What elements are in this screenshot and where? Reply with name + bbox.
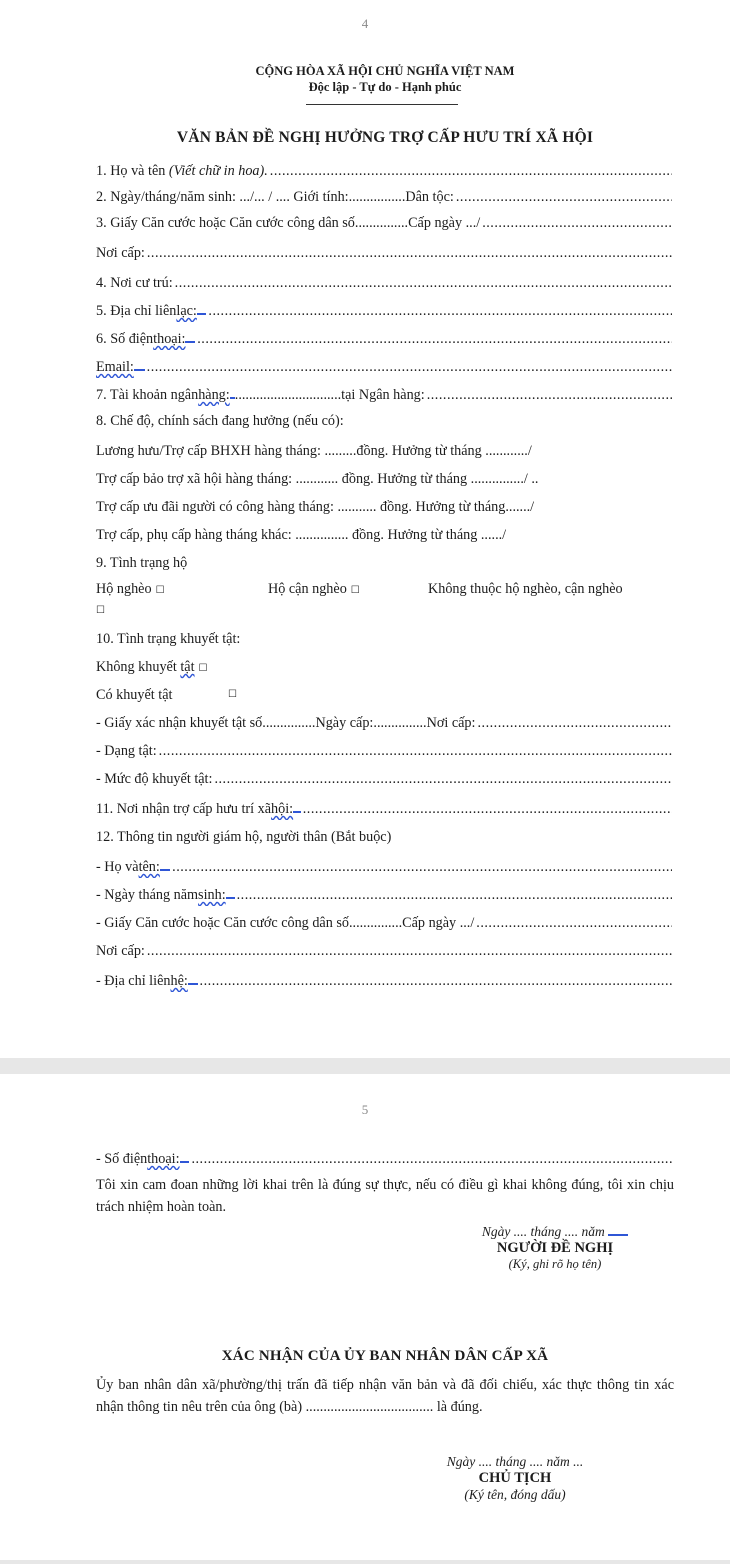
fill-line — [195, 328, 672, 350]
spell-flag-word: tật — [180, 659, 195, 675]
fill-line — [474, 912, 672, 934]
declaration-text: Tôi xin cam đoan những lời khai trên là đúng sự thực, nếu có điều gì khai không đúng, tôi xin chịu trách nhiệm hoàn toàn. — [96, 1177, 674, 1215]
option-no-disability[interactable] — [96, 656, 208, 680]
spell-flag-underline — [160, 869, 170, 871]
section-label: 10. Tình trạng khuyết tật: — [96, 631, 241, 647]
document-page-5 — [0, 1074, 730, 1560]
applicant-signature-block — [440, 1224, 670, 1272]
confirmation-title: XÁC NHẬN CỦA ỦY BAN NHÂN DÂN CẤP XÃ — [221, 1348, 549, 1364]
sign-date: Ngày .... tháng .... năm ... — [446, 1454, 584, 1469]
field-label: 1. Họ và tên — [96, 163, 166, 179]
option-label: Hộ cận nghèo — [268, 581, 347, 597]
section-label: 8. Chế độ, chính sách đang hưởng (nếu có): — [96, 413, 344, 429]
fill-line — [145, 242, 672, 264]
fill-line — [425, 384, 672, 406]
fill-line — [198, 970, 672, 992]
field-label: - Giấy xác nhận khuyết tật số — [96, 715, 263, 731]
spell-flag-underline — [180, 1161, 190, 1163]
field-full-name[interactable] — [96, 160, 672, 182]
field-label: - Dạng tật: — [96, 743, 157, 759]
spell-flag-word: thoại: — [153, 331, 186, 347]
field-label: 11. Nơi nhận trợ cấp hưu trí xã — [96, 801, 272, 817]
fill-line — [235, 884, 672, 906]
option-label: Không thuộc hộ nghèo, cận nghèo — [428, 581, 623, 597]
field-label: - Ngày tháng năm — [96, 887, 199, 903]
field-pension-receive-place[interactable] — [96, 798, 672, 820]
fill-line — [454, 186, 672, 208]
field-label: 5. Địa chỉ liên — [96, 303, 177, 319]
fill-line — [212, 768, 672, 790]
section-label: 9. Tình trạng hộ — [96, 555, 188, 571]
confirmation-text: Ủy ban nhân dân xã/phường/thị trấn đã tiếp nhận văn bản và đã đối chiếu, xác thực thông tin xác nhận thông tin nêu trên của ông (bà) .................................... là đúng. — [96, 1377, 674, 1415]
section-guardian-info — [96, 826, 672, 848]
field-label: - Họ và — [96, 859, 139, 875]
field-residence[interactable] — [96, 272, 672, 294]
option-poor-household[interactable] — [96, 578, 165, 602]
spell-flag-underline — [197, 313, 207, 315]
field-disability-type[interactable] — [96, 740, 672, 762]
field-label: - Mức độ khuyết tật: — [96, 771, 213, 787]
spell-flag-word: hội: — [271, 801, 294, 817]
fill-issue-date: ............... — [373, 715, 427, 731]
section-current-benefits — [96, 410, 672, 432]
checkbox-icon[interactable]: ☐ — [96, 605, 105, 616]
header-divider — [306, 104, 458, 105]
fill-line — [475, 712, 672, 734]
field-id-issue-place[interactable] — [96, 242, 672, 264]
checkbox-icon[interactable]: ☐ — [350, 585, 360, 596]
spell-flag-word: thoại: — [147, 1151, 180, 1167]
fill-line — [480, 212, 672, 234]
section-household-status — [96, 552, 672, 574]
field-label-bank: tại Ngân hàng: — [341, 387, 425, 403]
option-has-disability[interactable] — [96, 684, 172, 706]
field-guardian-id-issue-place[interactable] — [96, 940, 672, 962]
sign-title: CHỦ TỊCH — [478, 1470, 552, 1486]
field-label: Trợ cấp ưu đãi người có công hàng tháng: ........... đồng. Hưởng từ tháng......./ — [96, 499, 535, 515]
national-header: CỘNG HÒA XÃ HỘI CHỦ NGHĨA VIỆT NAM — [255, 64, 515, 78]
option-near-poor-household[interactable] — [268, 578, 360, 602]
field-guardian-name[interactable] — [96, 856, 672, 878]
fill-id-number: ............... — [354, 215, 409, 231]
field-label: 4. Nơi cư trú: — [96, 275, 173, 291]
option-label: Hộ nghèo — [96, 581, 152, 597]
spell-flag-word: lạc: — [176, 303, 197, 319]
benefit-social-protection[interactable] — [96, 468, 672, 490]
field-id-card[interactable] — [96, 212, 672, 234]
spell-flag-word: hệ: — [170, 973, 188, 989]
sign-note: (Ký, ghi rõ họ tên) — [508, 1257, 602, 1271]
sign-title: NGƯỜI ĐỀ NGHỊ — [496, 1240, 614, 1256]
fill-gender: ................ — [348, 189, 406, 205]
field-email[interactable] — [96, 356, 672, 378]
field-dob-gender-ethnicity[interactable] — [96, 186, 672, 208]
field-label-issue-date: Cấp ngày .../ — [408, 215, 481, 231]
field-disability-certificate[interactable] — [96, 712, 672, 734]
spell-flag-underline — [293, 811, 301, 813]
field-label: Trợ cấp, phụ cấp hàng tháng khác: ............... đồng. Hưởng từ tháng ....../ — [96, 527, 507, 543]
fill-cert-number: ............... — [262, 715, 316, 731]
option-not-poor-household[interactable] — [428, 578, 623, 600]
field-label: - Giấy Căn cước hoặc Căn cước công dân số — [96, 915, 349, 931]
field-label: 6. Số điện — [96, 331, 154, 347]
section-disability-status — [96, 628, 672, 650]
fill-line — [268, 160, 672, 182]
checkbox-icon[interactable]: ☐ — [155, 585, 165, 596]
field-label: Nơi cấp: — [96, 245, 145, 261]
sign-date-text: Ngày .... tháng .... năm — [481, 1224, 609, 1239]
field-hint: (Viết chữ in hoa). — [168, 163, 268, 179]
spell-flag-word: hàng: — [198, 387, 230, 403]
chairman-signature-block — [405, 1454, 625, 1503]
fill-line — [170, 856, 672, 878]
field-guardian-id-card[interactable] — [96, 912, 672, 934]
checkbox-icon[interactable]: ☐ — [228, 689, 237, 700]
fill-account: .............................. — [234, 387, 342, 403]
fill-line — [157, 740, 672, 762]
field-label-ethnicity: Dân tộc: — [405, 189, 454, 205]
spell-flag-underline — [608, 1234, 628, 1236]
spell-flag-word: sinh: — [198, 887, 226, 903]
field-label: Trợ cấp bảo trợ xã hội hàng tháng: ............ đồng. Hưởng từ tháng .............../ .. — [96, 471, 539, 487]
page-number: 4 — [361, 16, 369, 31]
field-label-issue-place: Nơi cấp: — [426, 715, 476, 731]
benefit-pension[interactable] — [96, 440, 672, 462]
field-label-issue-date: Cấp ngày .../ — [402, 915, 475, 931]
spell-flag-underline — [226, 897, 235, 899]
option-label: Không khuyết — [96, 659, 181, 675]
fill-line — [145, 940, 672, 962]
spell-flag-underline — [188, 983, 198, 985]
fill-line — [301, 798, 672, 820]
field-label: Email: — [96, 359, 134, 375]
field-label: - Địa chỉ liên — [96, 973, 171, 989]
field-label: Nơi cấp: — [96, 943, 145, 959]
fill-line — [189, 1148, 672, 1170]
spell-flag-underline — [134, 369, 145, 371]
option-label: Có khuyết tật — [96, 687, 173, 703]
fill-line — [173, 272, 672, 294]
sign-note: (Ký tên, đóng dấu) — [464, 1487, 566, 1502]
field-phone[interactable] — [96, 328, 672, 350]
fill-line — [206, 300, 672, 322]
benefit-merit[interactable] — [96, 496, 672, 518]
field-guardian-phone[interactable] — [96, 1148, 672, 1170]
field-disability-level[interactable] — [96, 768, 672, 790]
field-label: 7. Tài khoản ngân — [96, 387, 199, 403]
page-number: 5 — [361, 1102, 369, 1117]
field-guardian-contact-address[interactable] — [96, 970, 672, 992]
field-label: Lương hưu/Trợ cấp BHXH hàng tháng: .........đồng. Hưởng từ tháng ............/ — [96, 443, 532, 459]
motto: Độc lập - Tự do - Hạnh phúc — [308, 80, 462, 94]
spell-flag-word: tên: — [138, 859, 160, 875]
field-bank-account[interactable] — [96, 384, 672, 406]
fill-line — [145, 356, 672, 378]
checkbox-icon[interactable]: ☐ — [198, 663, 208, 674]
field-label: 2. Ngày/tháng/năm sinh: .../... / .... Giới tính: — [96, 189, 349, 205]
field-contact-address[interactable] — [96, 300, 672, 322]
benefit-other[interactable] — [96, 524, 672, 546]
section-label: 12. Thông tin người giám hộ, người thân (Bắt buộc) — [96, 829, 392, 845]
spell-flag-underline — [185, 341, 195, 343]
fill-id-number: ............... — [348, 915, 403, 931]
document-title: VĂN BẢN ĐỀ NGHỊ HƯỞNG TRỢ CẤP HƯU TRÍ XÃ HỘI — [176, 129, 594, 146]
field-label: - Số điện — [96, 1151, 148, 1167]
field-guardian-dob[interactable] — [96, 884, 672, 906]
sign-date — [440, 1224, 670, 1240]
field-label: 3. Giấy Căn cước hoặc Căn cước công dân số — [96, 215, 355, 231]
field-label-issue-date: Ngày cấp: — [315, 715, 374, 731]
